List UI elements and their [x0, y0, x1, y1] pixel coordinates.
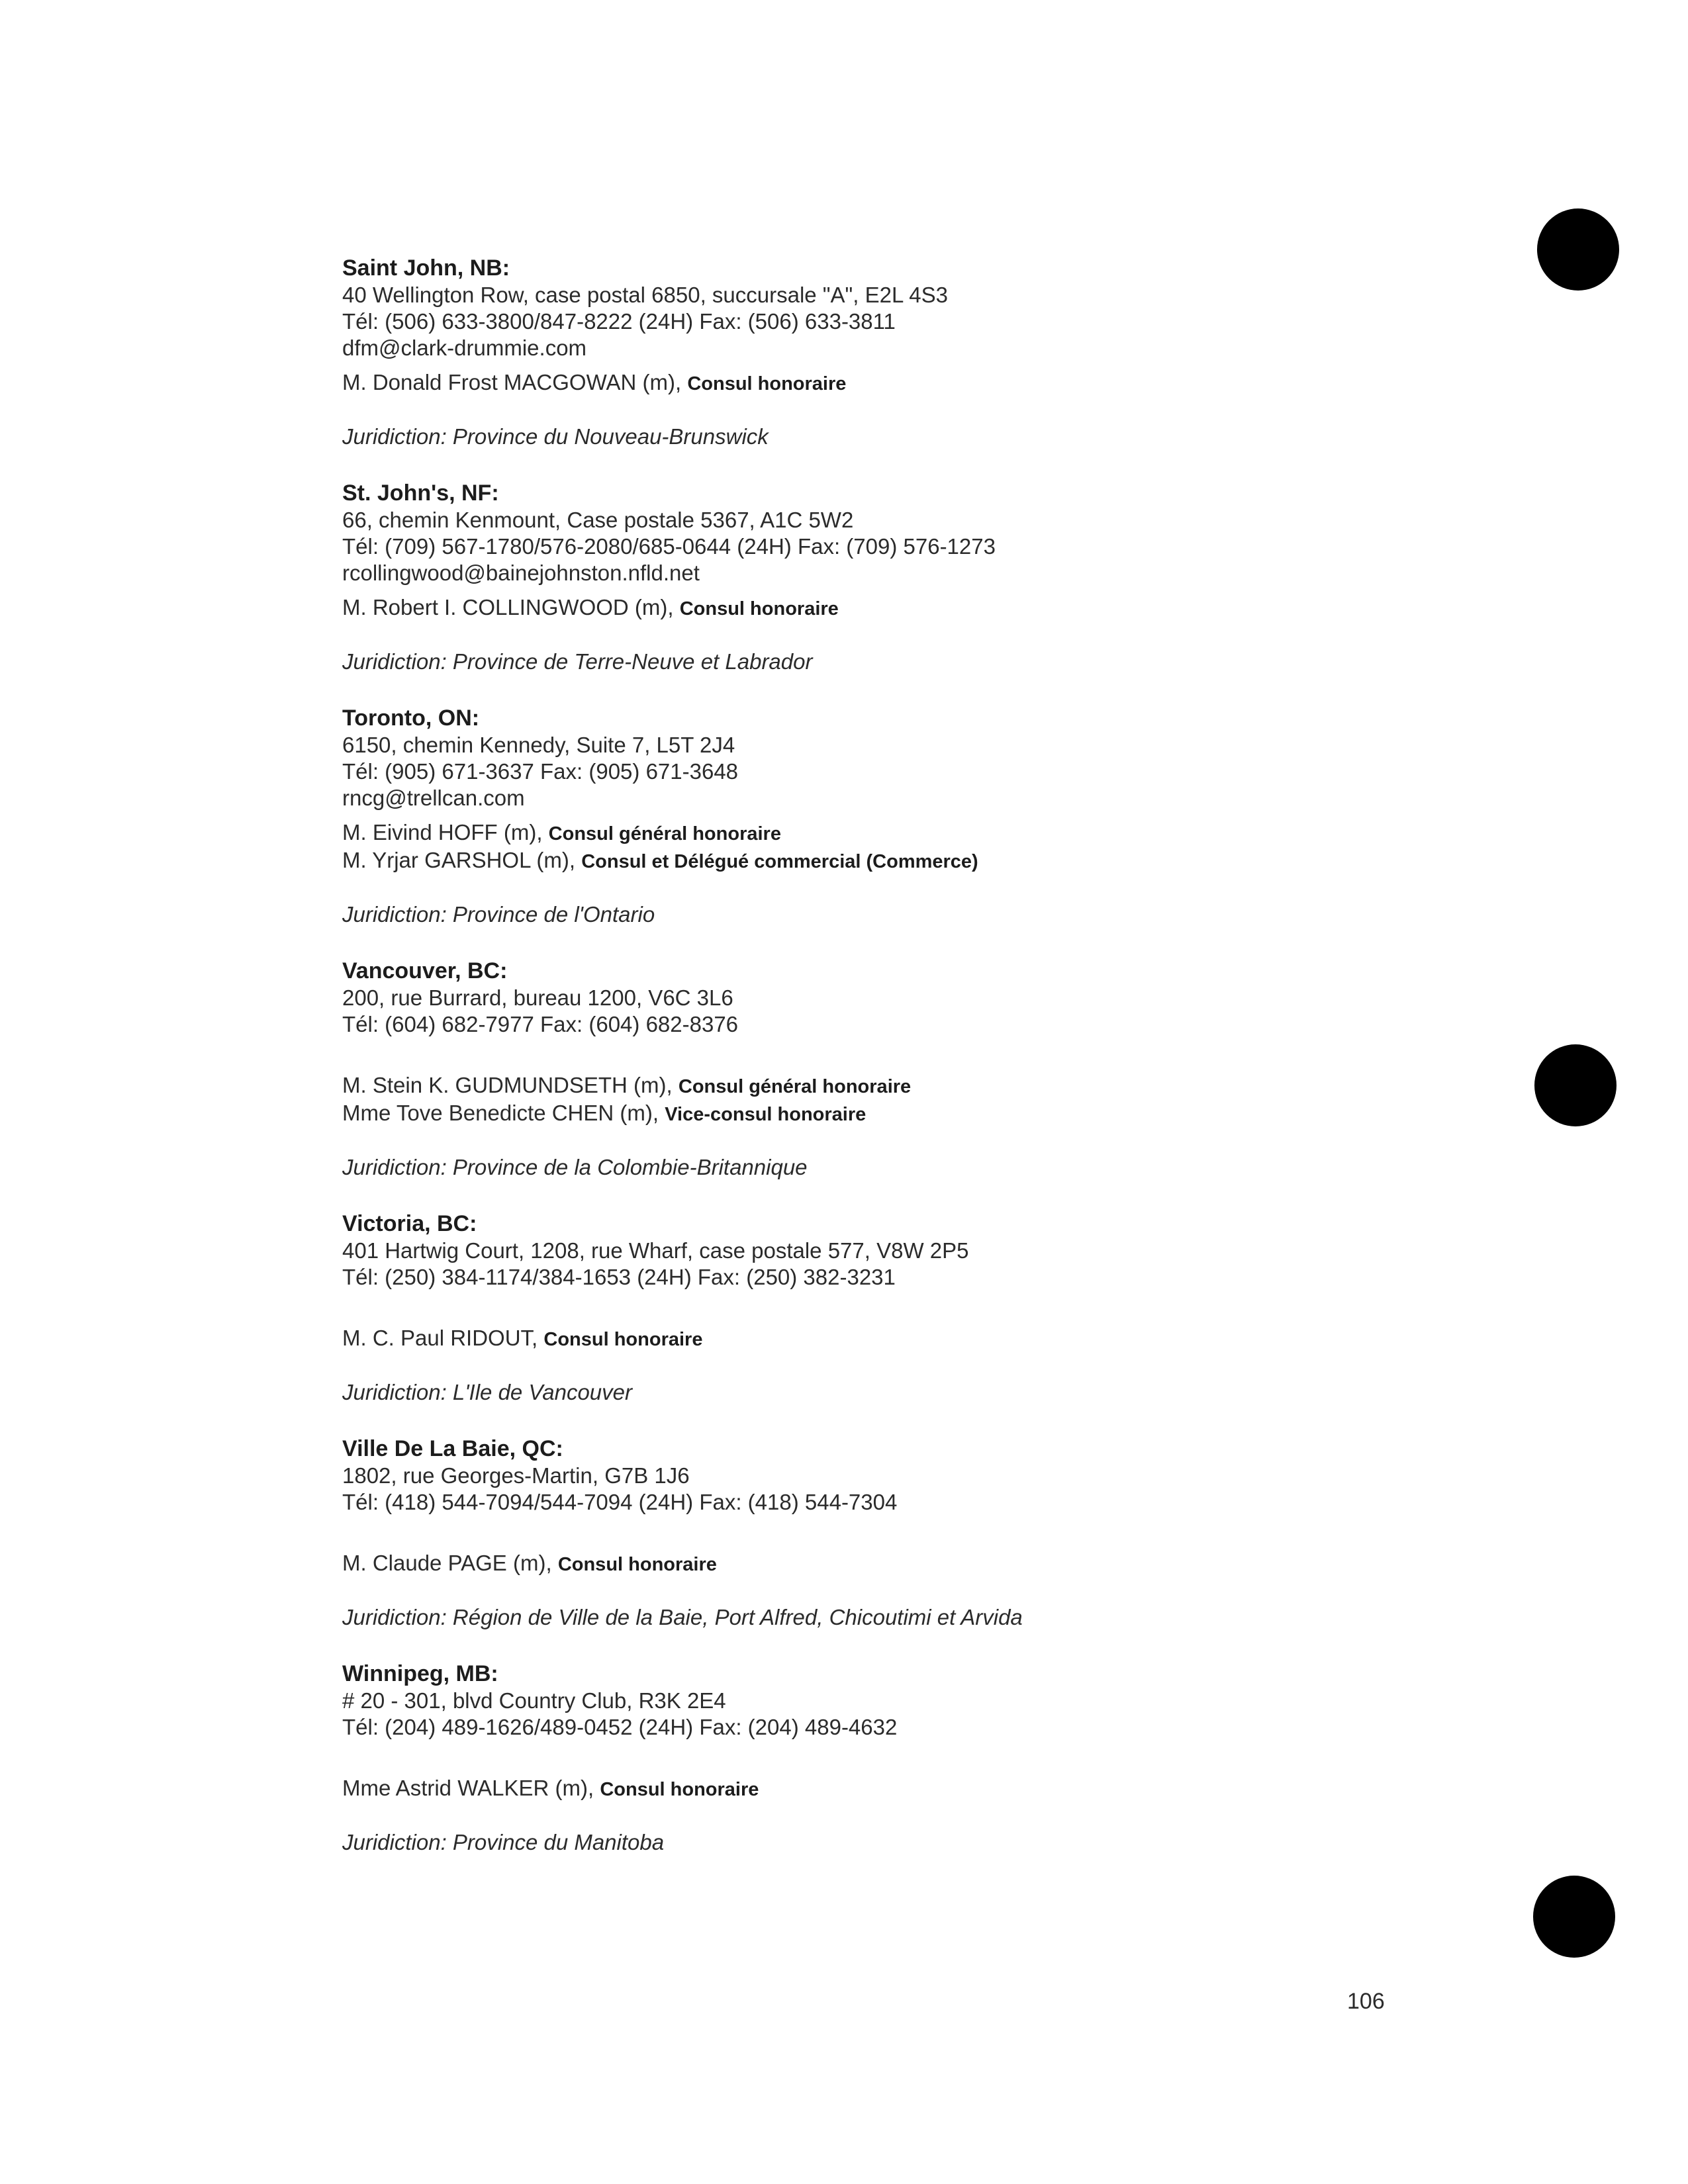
- official: [342, 1775, 1468, 1803]
- jurisdiction: Juridiction: L'Ile de Vancouver: [342, 1380, 632, 1404]
- officials: [342, 819, 1468, 875]
- official: [342, 819, 1468, 847]
- phone-line: Tél: (604) 682-7977 Fax: (604) 682-8376: [342, 1012, 739, 1036]
- consulate-entry-winnipeg: [342, 1660, 1468, 1856]
- punch-hole-middle: [1534, 1044, 1617, 1126]
- officials: [342, 1775, 1468, 1803]
- official: [342, 594, 1468, 622]
- jurisdiction: Juridiction: Province de Terre-Neuve et Labrador: [342, 649, 813, 674]
- address-line: 40 Wellington Row, case postal 6850, succursale "A", E2L 4S3: [342, 283, 948, 307]
- city-heading: Victoria, BC:: [342, 1211, 477, 1236]
- official: [342, 847, 1468, 875]
- official-name: M. C. Paul RIDOUT,: [342, 1326, 538, 1350]
- address-line: # 20 - 301, blvd Country Club, R3K 2E4: [342, 1688, 726, 1713]
- email-line: rncg@trellcan.com: [342, 786, 525, 810]
- officials: [342, 1325, 1468, 1353]
- official-title: Consul général honoraire: [678, 1076, 912, 1097]
- consulate-entry-toronto: [342, 704, 1468, 928]
- official-title: Vice-consul honoraire: [665, 1104, 867, 1125]
- address-line: 66, chemin Kenmount, Case postale 5367, A1C 5W2: [342, 508, 854, 532]
- email-line: rcollingwood@bainejohnston.nfld.net: [342, 561, 700, 585]
- address-line: 6150, chemin Kennedy, Suite 7, L5T 2J4: [342, 733, 735, 757]
- phone-line: Tél: (418) 544-7094/544-7094 (24H) Fax: (418) 544-7304: [342, 1490, 898, 1514]
- email-line: dfm@clark-drummie.com: [342, 336, 587, 360]
- punch-hole-top: [1537, 208, 1619, 291]
- official-title: Consul général honoraire: [548, 823, 781, 844]
- officials: [342, 594, 1468, 622]
- jurisdiction: Juridiction: Province du Nouveau-Brunswick: [342, 424, 769, 449]
- phone-line: Tél: (250) 384-1174/384-1653 (24H) Fax: (250) 382-3231: [342, 1265, 896, 1289]
- city-heading: Saint John, NB:: [342, 255, 510, 281]
- official: [342, 1550, 1468, 1578]
- jurisdiction: Juridiction: Région de Ville de la Baie, Port Alfred, Chicoutimi et Arvida: [342, 1605, 1023, 1629]
- jurisdiction: Juridiction: Province de l'Ontario: [342, 902, 655, 927]
- city-heading: Toronto, ON:: [342, 705, 480, 731]
- official-name: M. Stein K. GUDMUNDSETH (m),: [342, 1073, 673, 1097]
- city-heading: St. John's, NF:: [342, 480, 499, 506]
- consulate-entry-vancouver: [342, 957, 1468, 1181]
- phone-line: Tél: (506) 633-3800/847-8222 (24H) Fax: (506) 633-3811: [342, 309, 896, 334]
- consulate-entry-victoria: [342, 1210, 1468, 1406]
- consulate-list: [342, 254, 1468, 1885]
- consulate-entry-ville-de-la-baie: [342, 1435, 1468, 1631]
- consulate-entry-saint-john: [342, 254, 1468, 450]
- officials: [342, 1072, 1468, 1128]
- official-name: Mme Astrid WALKER (m),: [342, 1776, 594, 1800]
- address-line: 1802, rue Georges-Martin, G7B 1J6: [342, 1463, 690, 1488]
- official-title: Consul honoraire: [600, 1779, 759, 1800]
- address-line: 401 Hartwig Court, 1208, rue Wharf, case postale 577, V8W 2P5: [342, 1238, 969, 1263]
- official-name: M. Claude PAGE (m),: [342, 1551, 552, 1575]
- city-heading: Vancouver, BC:: [342, 958, 508, 983]
- address-line: 200, rue Burrard, bureau 1200, V6C 3L6: [342, 985, 733, 1010]
- officials: [342, 369, 1468, 397]
- official: [342, 1100, 1468, 1128]
- official: [342, 369, 1468, 397]
- jurisdiction: Juridiction: Province de la Colombie-Britannique: [342, 1155, 808, 1179]
- official: [342, 1072, 1468, 1100]
- page-number: 106: [1347, 1989, 1385, 2014]
- official: [342, 1325, 1468, 1353]
- phone-line: Tél: (905) 671-3637 Fax: (905) 671-3648: [342, 759, 739, 784]
- officials: [342, 1550, 1468, 1578]
- official-name: M. Eivind HOFF (m),: [342, 820, 543, 844]
- official-title: Consul honoraire: [557, 1554, 717, 1575]
- consulate-entry-st-johns: [342, 479, 1468, 675]
- phone-line: Tél: (709) 567-1780/576-2080/685-0644 (24H) Fax: (709) 576-1273: [342, 534, 996, 559]
- jurisdiction: Juridiction: Province du Manitoba: [342, 1830, 665, 1854]
- official-title: Consul et Délégué commercial (Commerce): [581, 851, 978, 872]
- official-name: M. Robert I. COLLINGWOOD (m),: [342, 595, 674, 619]
- official-title: Consul honoraire: [679, 598, 839, 619]
- official-name: M. Yrjar GARSHOL (m),: [342, 848, 576, 872]
- official-title: Consul honoraire: [687, 373, 847, 394]
- phone-line: Tél: (204) 489-1626/489-0452 (24H) Fax: (204) 489-4632: [342, 1715, 898, 1739]
- official-title: Consul honoraire: [543, 1329, 703, 1350]
- city-heading: Ville De La Baie, QC:: [342, 1436, 563, 1461]
- city-heading: Winnipeg, MB:: [342, 1661, 498, 1686]
- official-name: Mme Tove Benedicte CHEN (m),: [342, 1101, 659, 1125]
- official-name: M. Donald Frost MACGOWAN (m),: [342, 370, 682, 394]
- punch-hole-bottom: [1533, 1876, 1615, 1958]
